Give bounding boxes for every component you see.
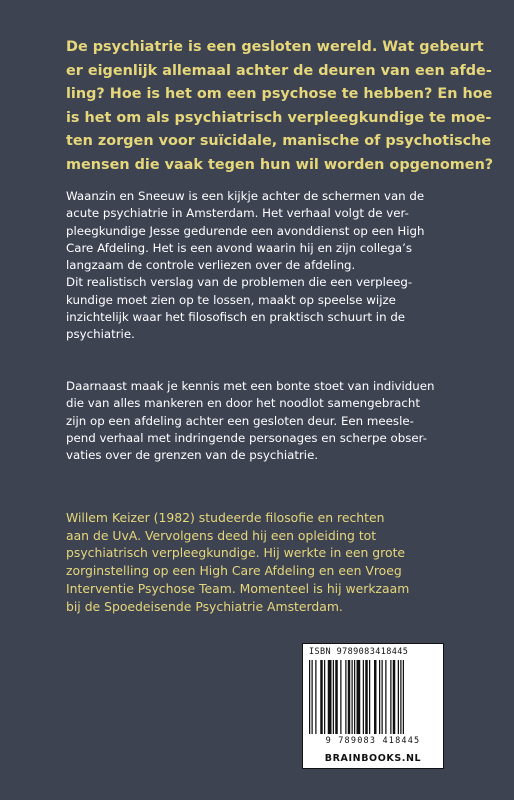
barcode-bar — [324, 660, 325, 734]
barcode-bar — [352, 660, 353, 734]
isbn-label: ISBN 9789083418445 — [309, 647, 409, 657]
author-bio — [66, 509, 466, 615]
paragraph-line: die van alles mankeren en door het noodlot samengebracht — [66, 396, 420, 411]
barcode-bar — [312, 660, 313, 734]
barcode-bar — [369, 660, 370, 734]
paragraph-line: Care Afdeling. Het is een avond waarin hij en zijn collega’s — [66, 240, 413, 255]
intro-line: mensen die vaak tegen hun wil worden opgenomen? — [66, 156, 494, 173]
publisher-name: BRAINBOOKS.NL — [324, 753, 422, 764]
bio-line: Interventie Psychose Team. Momenteel is hij werkzaam — [66, 580, 410, 596]
barcode-bar — [400, 660, 401, 734]
bio-line: Willem Keizer (1982) studeerde filosofie en rechten — [66, 510, 385, 525]
paragraph-line: psychiatrie. — [66, 327, 135, 342]
barcode-bar — [403, 660, 404, 734]
paragraph-line: Daarnaast maak je kennis met een bonte stoet van individuen — [66, 379, 435, 393]
barcode-bar — [357, 660, 361, 734]
description-paragraph-1 — [66, 188, 466, 344]
barcode-bar — [345, 660, 346, 734]
paragraph-line: acute psychiatrie in Amsterdam. Het verhaal volgt de ver- — [66, 206, 409, 221]
barcode-bar — [340, 660, 341, 734]
barcode-bar — [335, 660, 338, 734]
intro-blurb — [66, 36, 494, 177]
barcode-bar — [363, 660, 364, 734]
paragraph-line: pend verhaal met indringende personages en scherpe obser- — [66, 430, 427, 445]
bio-line: bij de Spoedeisende Psychiatrie Amsterdam. — [66, 598, 343, 614]
paragraph-line: zijn op een afdeling achter een gesloten deur. Een meesle- — [66, 413, 414, 428]
paragraph-line: Waanzin en Sneeuw is een kijkje achter de schermen van de — [66, 189, 425, 203]
bio-line: zorginstelling op een High Care Afdeling en een Vroeg — [66, 563, 402, 579]
barcode-bar — [385, 660, 386, 734]
barcode-bar — [348, 660, 351, 734]
barcode-bar — [390, 660, 391, 734]
barcode-bar — [379, 660, 380, 734]
barcode-bar — [382, 660, 383, 734]
paragraph-line: Dit realistisch verslag van de problemen die een verpleeg- — [66, 275, 413, 290]
barcode-bar — [309, 660, 310, 734]
bio-line: aan de UvA. Vervolgens deed hij een opleiding tot — [66, 527, 377, 543]
barcode-bar — [315, 660, 316, 734]
barcode-bars — [309, 660, 437, 734]
barcode-bar — [393, 660, 396, 734]
isbn-digits: 9 789083 418445 — [325, 736, 421, 746]
barcode-bar — [374, 660, 377, 734]
description-paragraph-2 — [66, 378, 466, 464]
paragraph-line: kundige moet zien op te lossen, maakt op speelse wijze — [66, 292, 396, 307]
intro-line: ten zorgen voor suïcidale, manische of psychotische — [66, 133, 492, 149]
paragraph-line: inzichtelijk waar het filosofisch en praktisch schuurt in de — [66, 310, 406, 325]
barcode-panel — [302, 643, 444, 769]
barcode-bar — [365, 660, 368, 734]
paragraph-line: langzaam de controle verliezen over de afdeling. — [66, 258, 356, 273]
intro-line: er eigenlijk allemaal achter de deuren van een afde- — [66, 62, 492, 79]
intro-line: ling? Hoe is het om een psychose te hebben? En hoe — [66, 86, 493, 102]
bio-line: psychiatrisch verpleegkundige. Hij werkte in een grote — [66, 545, 406, 561]
barcode-bar — [328, 660, 332, 734]
paragraph-line: pleegkundige Jesse gedurende een avonddienst op een High — [66, 223, 425, 238]
barcode-bar — [320, 660, 323, 734]
barcode-bar — [354, 660, 355, 734]
intro-line: is het om als psychiatrisch verpleegkundige te moe- — [66, 109, 492, 126]
barcode-bar — [398, 660, 399, 734]
barcode-bar — [333, 660, 334, 734]
paragraph-line: vaties over de grenzen van de psychiatrie. — [66, 448, 319, 463]
intro-line: De psychiatrie is een gesloten wereld. Wat gebeurt — [66, 39, 484, 55]
